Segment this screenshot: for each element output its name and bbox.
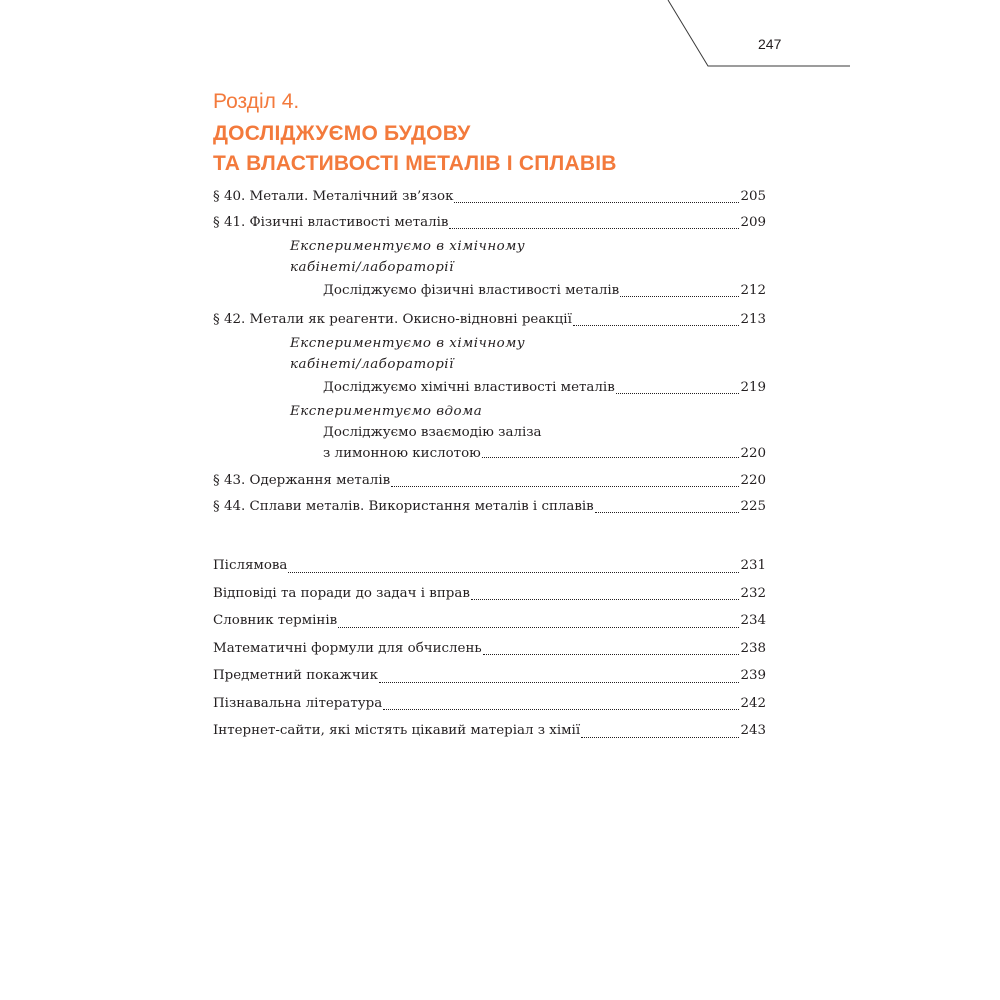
dot-leader	[379, 682, 739, 683]
toc-entry-title: Предметний покажчик	[213, 668, 379, 683]
toc-entry-title: Досліджуємо фізичні властивості металів	[323, 283, 620, 298]
experiment-heading: Експериментуємо вдома	[290, 404, 483, 419]
experiment-heading: Експериментуємо в хімічному	[290, 239, 526, 254]
dot-leader	[482, 457, 740, 458]
back-matter-entry[interactable]	[213, 580, 766, 608]
toc-subentry[interactable]	[323, 443, 766, 465]
section-label: Розділ 4.	[213, 90, 300, 113]
experiment-heading: кабінеті/лабораторії	[290, 357, 454, 372]
toc-entry-title: § 40. Метали. Металічний зв’язок	[213, 189, 454, 204]
toc-subentry[interactable]	[323, 278, 766, 304]
dot-leader	[471, 599, 740, 600]
dot-leader	[483, 654, 740, 655]
toc-entry-title: § 42. Метали як реагенти. Окисно-відновні реакції	[213, 312, 572, 327]
toc-entry-page: 232	[740, 585, 766, 601]
toc-entry-page: 239	[740, 668, 766, 683]
toc-entry-page: 205	[740, 189, 766, 204]
toc-entry-page: 212	[740, 283, 766, 298]
toc-entry-page: 238	[740, 640, 766, 656]
toc-entry-title: Відповіді та поради до задач і вправ	[213, 585, 470, 601]
toc-entry-page: 219	[740, 380, 766, 395]
page-corner-decoration	[0, 0, 1000, 80]
toc-entry-40[interactable]	[213, 184, 766, 210]
toc-entry-title: з лимонною кислотою	[323, 446, 481, 461]
toc-entry-title: § 43. Одержання металів	[213, 473, 391, 488]
toc-entry-41[interactable]	[213, 210, 766, 236]
toc-entry-title: § 44. Сплави металів. Використання металів і сплавів	[213, 499, 594, 514]
toc-entry-title: Словник термінів	[213, 613, 338, 628]
back-matter-list	[213, 552, 766, 745]
dot-leader	[449, 228, 739, 229]
toc-entry-page: 231	[740, 558, 766, 573]
back-matter-entry[interactable]	[213, 690, 766, 718]
toc-entry-page: 209	[740, 215, 766, 230]
dot-leader	[573, 325, 740, 326]
toc-entry-title: Післямова	[213, 558, 288, 573]
back-matter-entry[interactable]	[213, 607, 766, 635]
back-matter-entry[interactable]	[213, 635, 766, 663]
experiment-heading: кабінеті/лабораторії	[290, 260, 454, 275]
dot-leader	[595, 512, 740, 513]
dot-leader	[383, 709, 739, 710]
toc-entry-44[interactable]	[213, 494, 766, 520]
dot-leader	[620, 296, 739, 297]
section-title-line: ТА ВЛАСТИВОСТІ МЕТАЛІВ І СПЛАВІВ	[213, 152, 617, 175]
dot-leader	[391, 486, 739, 487]
page-number: 247	[758, 36, 782, 52]
table-of-contents	[213, 184, 766, 520]
toc-entry-page: 243	[740, 723, 766, 738]
experiment-heading: Експериментуємо в хімічному	[290, 336, 526, 351]
back-matter-entry[interactable]	[213, 662, 766, 690]
back-matter-entry[interactable]	[213, 552, 766, 580]
toc-entry-42[interactable]	[213, 307, 766, 333]
toc-entry-page: 225	[740, 499, 766, 514]
toc-entry-page: 234	[740, 613, 766, 628]
section-title	[213, 119, 617, 179]
back-matter-entry[interactable]	[213, 717, 766, 745]
dot-leader	[338, 627, 739, 628]
toc-entry-page: 220	[740, 473, 766, 488]
dot-leader	[454, 202, 739, 203]
toc-entry-title: Пізнавальна література	[213, 695, 383, 711]
toc-entry-title: Математичні формули для обчислень	[213, 640, 482, 656]
toc-subentry[interactable]	[323, 375, 766, 401]
section-title-line: ДОСЛІДЖУЄМО БУДОВУ	[213, 122, 471, 145]
toc-entry-title: Інтернет-сайти, які містять цікавий матеріал з хімії	[213, 723, 581, 738]
toc-subentry-line: Досліджуємо взаємодію заліза	[323, 425, 542, 440]
dot-leader	[581, 737, 739, 738]
toc-entry-page: 242	[740, 695, 766, 711]
toc-entry-page: 220	[740, 446, 766, 461]
toc-entry-43[interactable]	[213, 468, 766, 494]
toc-entry-page: 213	[740, 312, 766, 327]
toc-entry-title: Досліджуємо хімічні властивості металів	[323, 380, 615, 395]
toc-entry-title: § 41. Фізичні властивості металів	[213, 215, 449, 230]
dot-leader	[288, 572, 739, 573]
dot-leader	[616, 393, 740, 394]
